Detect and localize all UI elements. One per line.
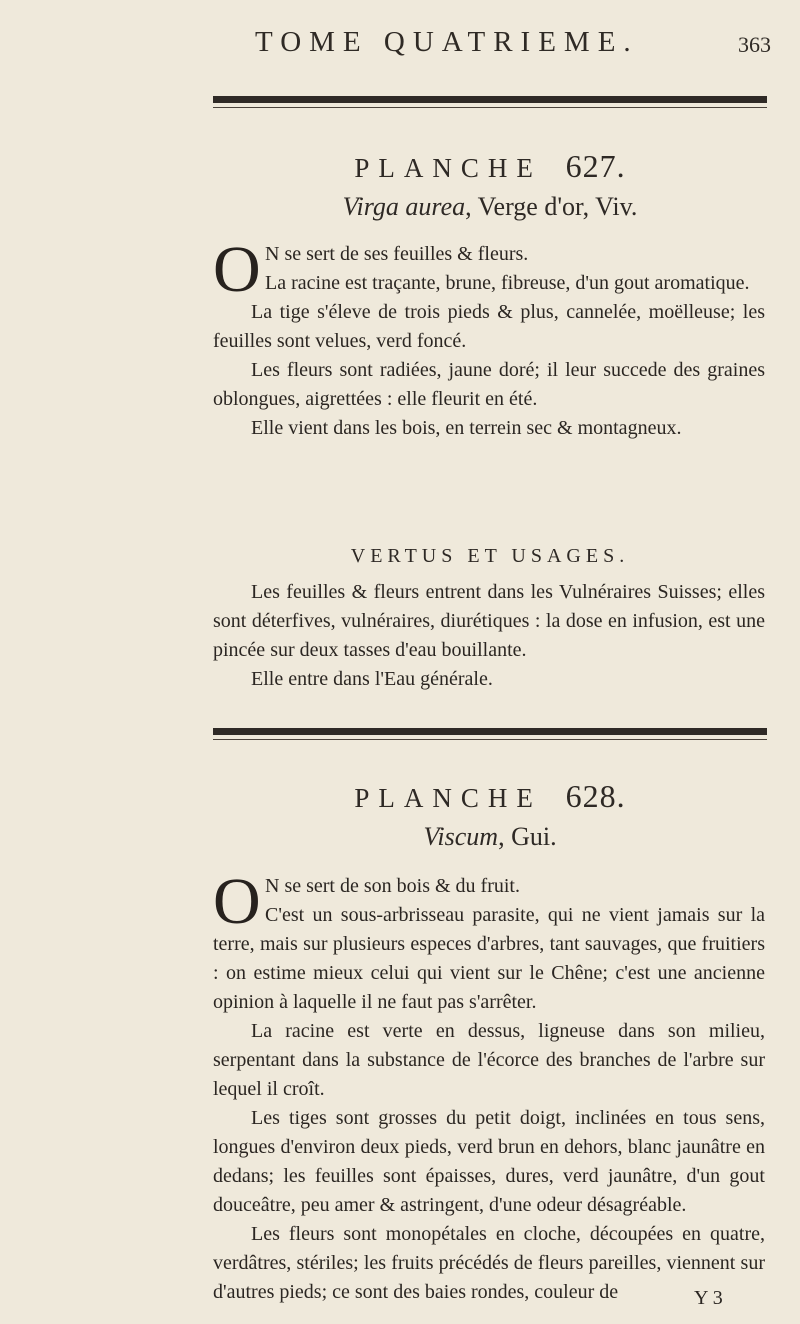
paragraph: Elle vient dans les bois, en terrein sec & montagneux. bbox=[251, 417, 682, 439]
intro-line: O N se sert de ses feuilles & fleurs. bbox=[213, 233, 529, 306]
paragraph: Les feuilles & fleurs entrent dans les Vulnéraires Suisses; elles sont déterfives, vulnéraires, diurétiques : la dose en infusion, est une pincée sur deux tasses d'eau bouillante. bbox=[213, 581, 765, 661]
latin-name: Virga aurea bbox=[342, 192, 466, 221]
uses-text bbox=[213, 578, 765, 694]
paragraph: Les tiges sont grosses du petit doigt, inclinées en tous sens, longues d'environ deux pieds, verd brun en dehors, blanc jaunâtre en dedans; les feuilles sont épaisses, dures, verd jaunâtre, d'un gout douceâtre, peu amer & astringent, d'une odeur désagréable. bbox=[213, 1107, 765, 1216]
section-title: VERTUS ET USAGES. bbox=[350, 545, 630, 567]
running-head bbox=[0, 26, 800, 70]
paragraph: Les fleurs sont monopétales en cloche, découpées en quatre, verdâtres, stériles; les fruits précédés de fleurs pareilles, viennent sur d'autres pieds; ce sont des baies rondes, couleur de bbox=[213, 1223, 765, 1303]
ornamental-rule bbox=[213, 96, 767, 108]
ornamental-rule bbox=[213, 728, 767, 740]
paragraph: Elle entre dans l'Eau générale. bbox=[251, 668, 493, 690]
plate-627-text bbox=[213, 233, 765, 443]
paragraph: La tige s'éleve de trois pieds & plus, cannelée, moëlleuse; les feuilles sont velues, verd foncé. bbox=[213, 301, 765, 352]
latin-name: Viscum bbox=[423, 822, 499, 851]
drop-cap: O bbox=[213, 233, 261, 306]
intro-line: O N se sert de son bois & du fruit. bbox=[213, 865, 520, 938]
running-title: TOME QUATRIEME. bbox=[255, 26, 639, 58]
plant-name-628 bbox=[213, 822, 767, 852]
paragraph: C'est un sous-arbrisseau parasite, qui ne vient jamais sur la terre, mais sur plusieurs especes d'arbres, tant sauvages, que fruitiers : on estime mieux celui qui vient sur le Chêne; c'est une ancienne opinion à laquelle il ne faut pas s'arrêter. bbox=[213, 904, 765, 1013]
page-number: 363 bbox=[738, 32, 771, 57]
catchword: Y 3 bbox=[694, 1287, 723, 1309]
common-name: , Gui. bbox=[498, 822, 557, 851]
plate-628-text bbox=[213, 865, 765, 1307]
plate-number: 627. bbox=[565, 148, 626, 184]
paragraph: La racine est verte en dessus, ligneuse dans son milieu, serpentant dans la substance de l'écorce des branches de l'arbre sur lequel il croît. bbox=[213, 1020, 765, 1100]
drop-cap: O bbox=[213, 865, 261, 938]
paragraph: Les fleurs sont radiées, jaune doré; il leur succede des graines oblongues, aigrettées : elle fleurit en été. bbox=[213, 359, 765, 410]
plate-heading-label: PLANCHE bbox=[354, 783, 542, 813]
plant-name-627 bbox=[213, 192, 767, 222]
paragraph: La racine est traçante, brune, fibreuse, d'un gout aromatique. bbox=[265, 272, 750, 294]
plate-heading-627 bbox=[213, 148, 767, 185]
plate-heading-label: PLANCHE bbox=[354, 153, 542, 183]
common-name: , Verge d'or, Viv. bbox=[465, 192, 638, 221]
plate-heading-628 bbox=[213, 778, 767, 815]
plate-number: 628. bbox=[565, 778, 626, 814]
